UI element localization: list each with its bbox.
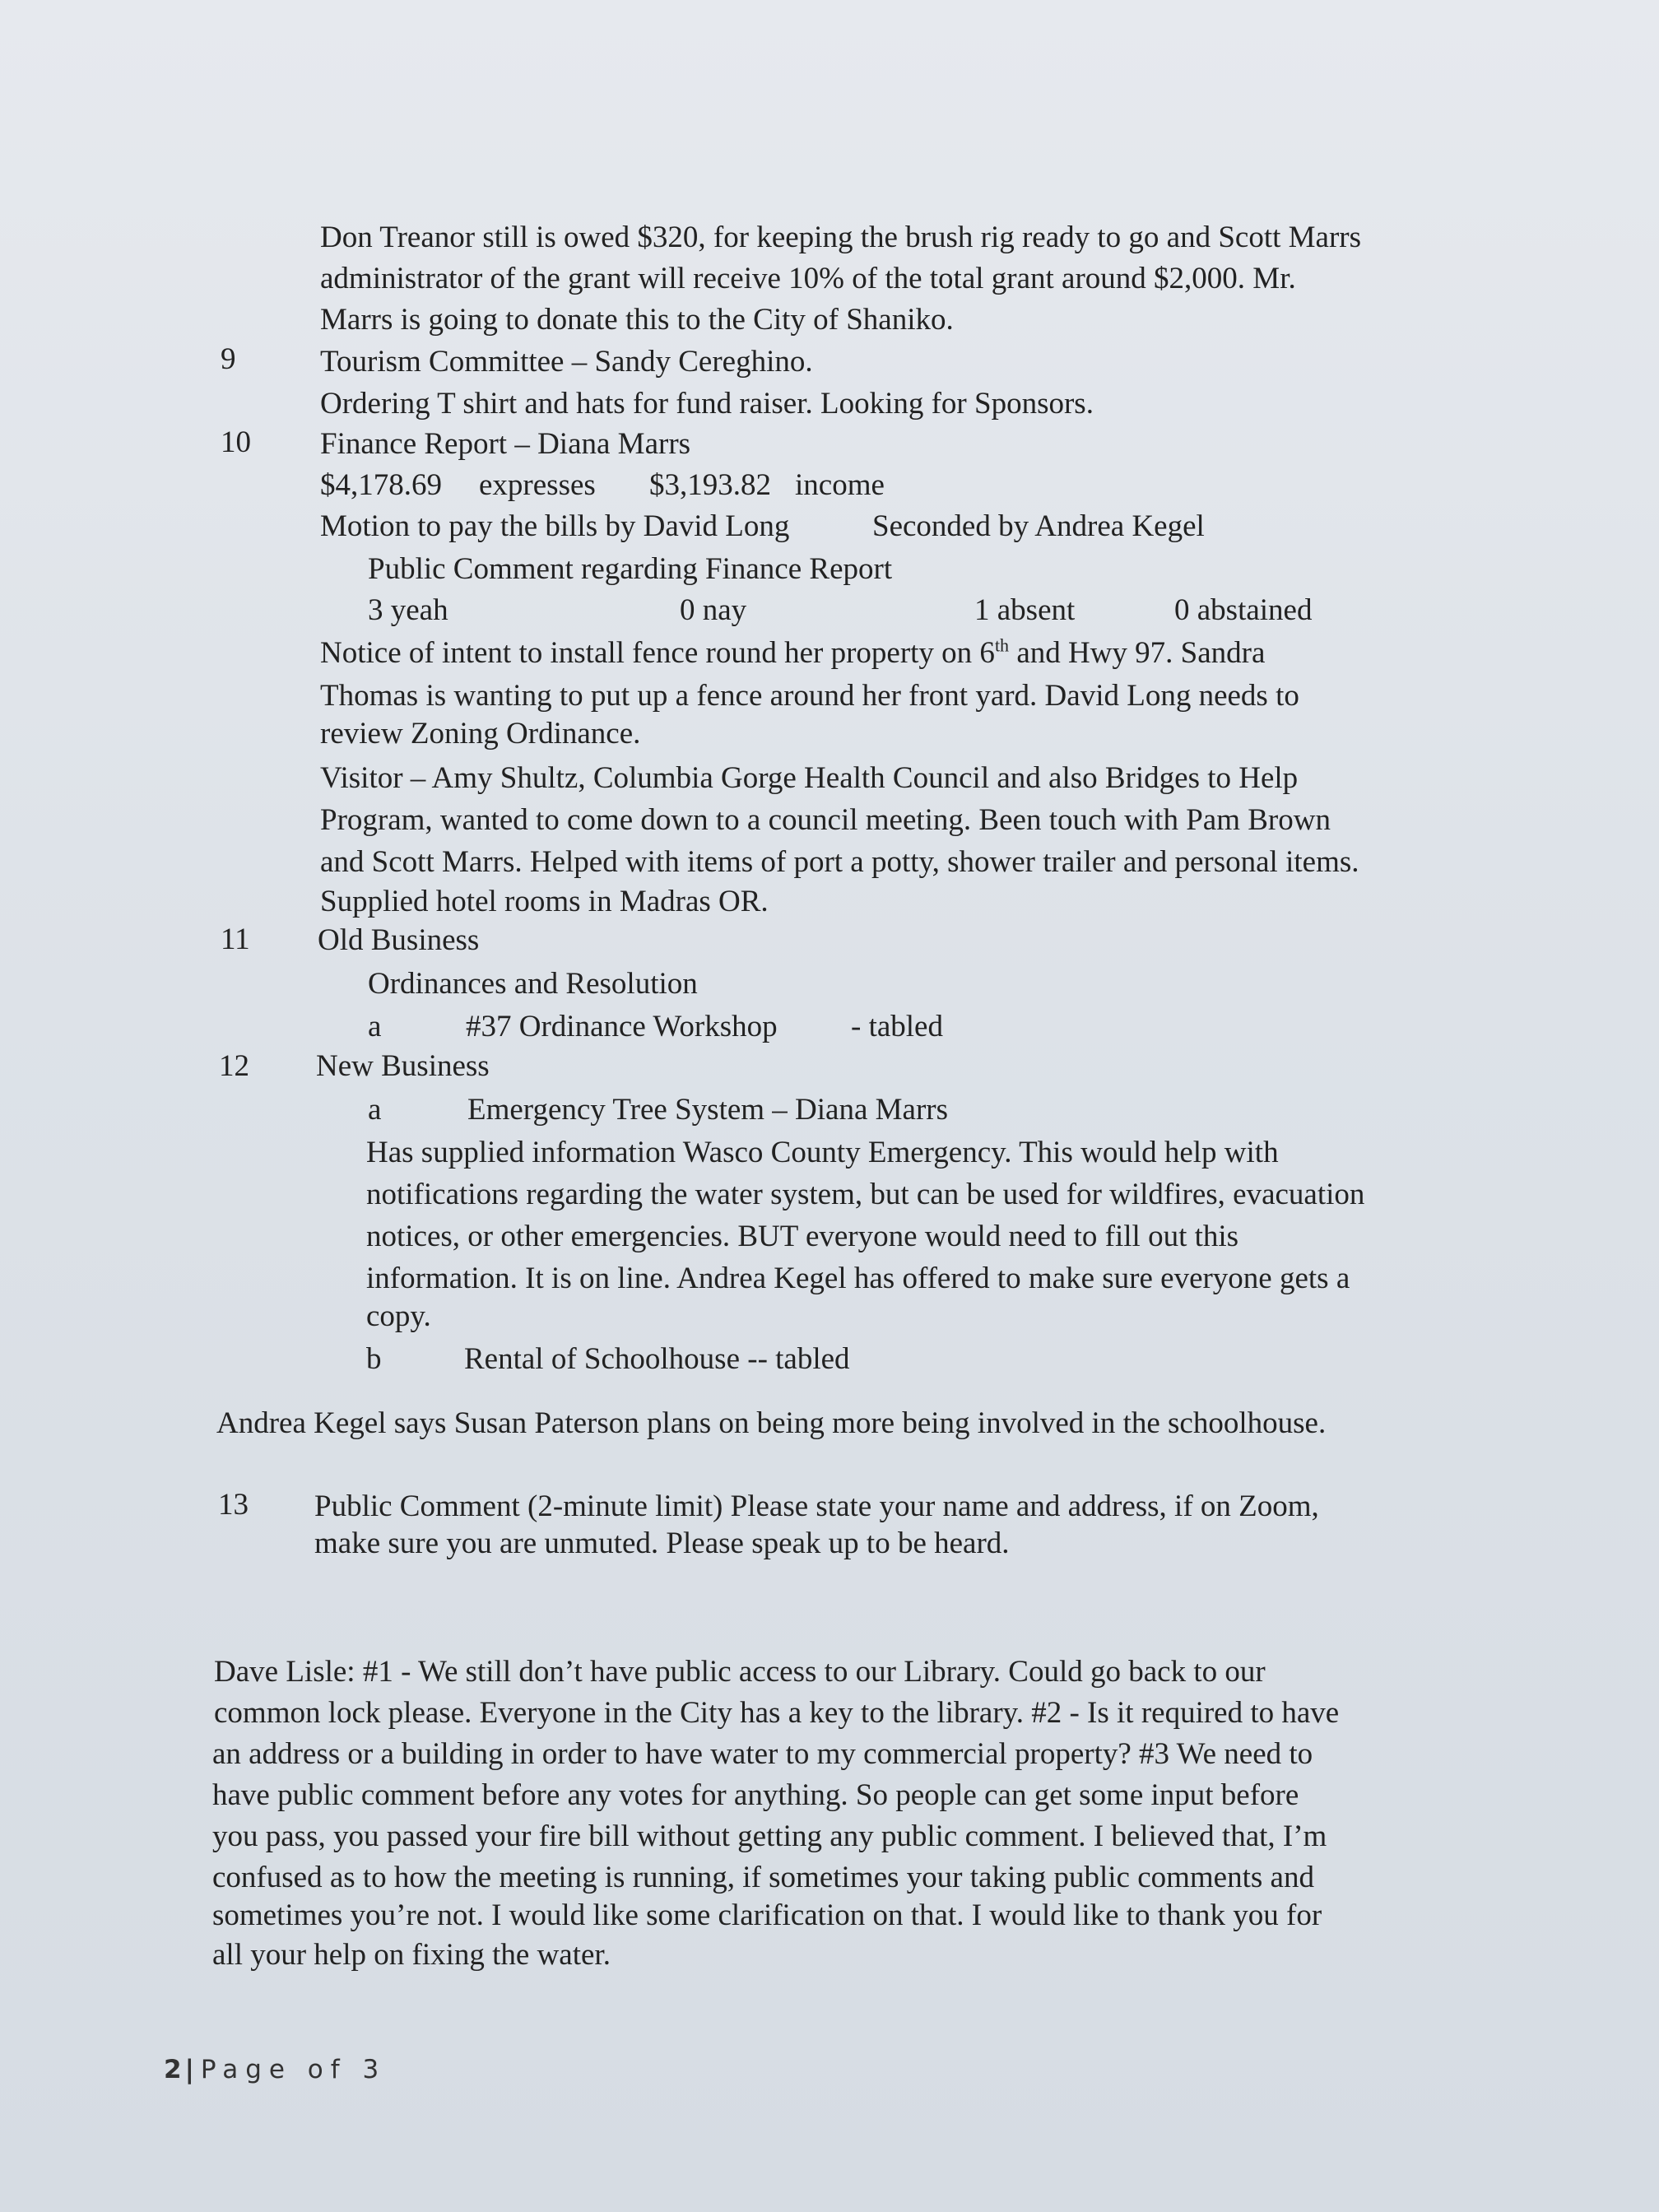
public-comment-finance: Public Comment regarding Finance Report	[368, 552, 893, 586]
item-11-title: Old Business	[318, 923, 480, 957]
page-of-label: Page of 3	[200, 2055, 387, 2084]
income-amount: $3,193.82	[649, 468, 771, 502]
item-13-line-1: Public Comment (2-minute limit) Please state your name and address, if on Zoom,	[314, 1489, 1319, 1523]
ordinances-heading: Ordinances and Resolution	[368, 967, 698, 1001]
vote-absent: 1 absent	[974, 593, 1076, 627]
item-11-a-text: #37 Ordinance Workshop	[466, 1010, 778, 1043]
item-12-body-5: copy.	[366, 1299, 431, 1333]
visitor-line-1: Visitor – Amy Shultz, Columbia Gorge Health Council and also Bridges to Help	[320, 761, 1299, 795]
visitor-line-4: Supplied hotel rooms in Madras OR.	[320, 885, 769, 918]
item-12-body-1: Has supplied information Wasco County Emergency. This would help with	[366, 1136, 1279, 1169]
dave-lisle-line-2: common lock please. Everyone in the City has a key to the library. #2 - Is it required to have	[214, 1696, 1340, 1730]
dave-lisle-line-1: Dave Lisle: #1 - We still don’t have public access to our Library. Could go back to our	[214, 1655, 1266, 1689]
item-12-body-3: notices, or other emergencies. BUT everyone would need to fill out this	[366, 1220, 1239, 1253]
item-10-title: Finance Report – Diana Marrs	[320, 427, 691, 461]
expenses-label: expresses	[479, 468, 596, 502]
item-9-text: Ordering T shirt and hats for fund raiser. Looking for Sponsors.	[320, 387, 1094, 421]
page-footer	[164, 2055, 386, 2084]
item-12-a-letter: a	[368, 1093, 382, 1127]
page-number: 2	[164, 2055, 182, 2084]
item-11-number: 11	[221, 922, 250, 956]
item-12-b-text: Rental of Schoolhouse -- tabled	[464, 1342, 850, 1376]
intro-line-2: administrator of the grant will receive 10% of the total grant around $2,000. Mr.	[320, 262, 1296, 295]
intro-line-1: Don Treanor still is owed $320, for keeping the brush rig ready to go and Scott Marrs	[320, 221, 1362, 254]
notice-line-1: Notice of intent to install fence round her property on 6th and Hwy 97. Sandra	[320, 634, 1266, 670]
dave-lisle-line-3: an address or a building in order to have water to my commercial property? #3 We need to	[212, 1737, 1313, 1771]
visitor-line-3: and Scott Marrs. Helped with items of port a potty, shower trailer and personal items.	[320, 845, 1359, 879]
dave-lisle-line-5: you pass, you passed your fire bill without getting any public comment. I believed that, I’m	[212, 1819, 1327, 1853]
item-12-b-letter: b	[366, 1342, 382, 1376]
item-12-body-2: notifications regarding the water system, but can be used for wildfires, evacuation	[366, 1178, 1365, 1211]
dave-lisle-line-8: all your help on fixing the water.	[212, 1938, 611, 1972]
dave-lisle-line-6: confused as to how the meeting is running, if sometimes your taking public comments and	[212, 1861, 1314, 1894]
schoolhouse-note: Andrea Kegel says Susan Paterson plans on being more being involved in the schoolhouse.	[216, 1406, 1327, 1440]
income-label: income	[795, 468, 885, 502]
item-10-number: 10	[221, 425, 251, 459]
footer-separator: |	[184, 2055, 194, 2084]
notice-line-3: review Zoning Ordinance.	[320, 717, 641, 750]
item-13-number: 13	[218, 1488, 249, 1522]
dave-lisle-line-7: sometimes you’re not. I would like some clarification on that. I would like to thank you for	[212, 1898, 1322, 1932]
item-12-number: 12	[219, 1049, 249, 1083]
motion-text: Motion to pay the bills by David Long	[320, 509, 790, 543]
item-12-a-text: Emergency Tree System – Diana Marrs	[467, 1093, 949, 1127]
intro-line-3: Marrs is going to donate this to the City of Shaniko.	[320, 303, 954, 337]
item-13-line-2: make sure you are unmuted. Please speak up to be heard.	[314, 1527, 1010, 1560]
expenses-amount: $4,178.69	[320, 468, 442, 502]
visitor-line-2: Program, wanted to come down to a council meeting. Been touch with Pam Brown	[320, 803, 1331, 837]
vote-abstained: 0 abstained	[1174, 593, 1313, 627]
item-12-title: New Business	[316, 1049, 490, 1083]
item-11-a-letter: a	[368, 1010, 382, 1043]
notice-line-2: Thomas is wanting to put up a fence around her front yard. David Long needs to	[320, 679, 1299, 713]
seconded-text: Seconded by Andrea Kegel	[872, 509, 1205, 543]
vote-nay: 0 nay	[680, 593, 747, 627]
item-11-a-status: - tabled	[851, 1010, 943, 1043]
dave-lisle-line-4: have public comment before any votes for anything. So people can get some input before	[212, 1778, 1299, 1812]
item-9-number: 9	[221, 342, 236, 376]
item-9-title: Tourism Committee – Sandy Cereghino.	[320, 345, 813, 379]
vote-yeah: 3 yeah	[368, 593, 448, 627]
item-12-body-4: information. It is on line. Andrea Kegel has offered to make sure everyone gets a	[366, 1262, 1350, 1295]
